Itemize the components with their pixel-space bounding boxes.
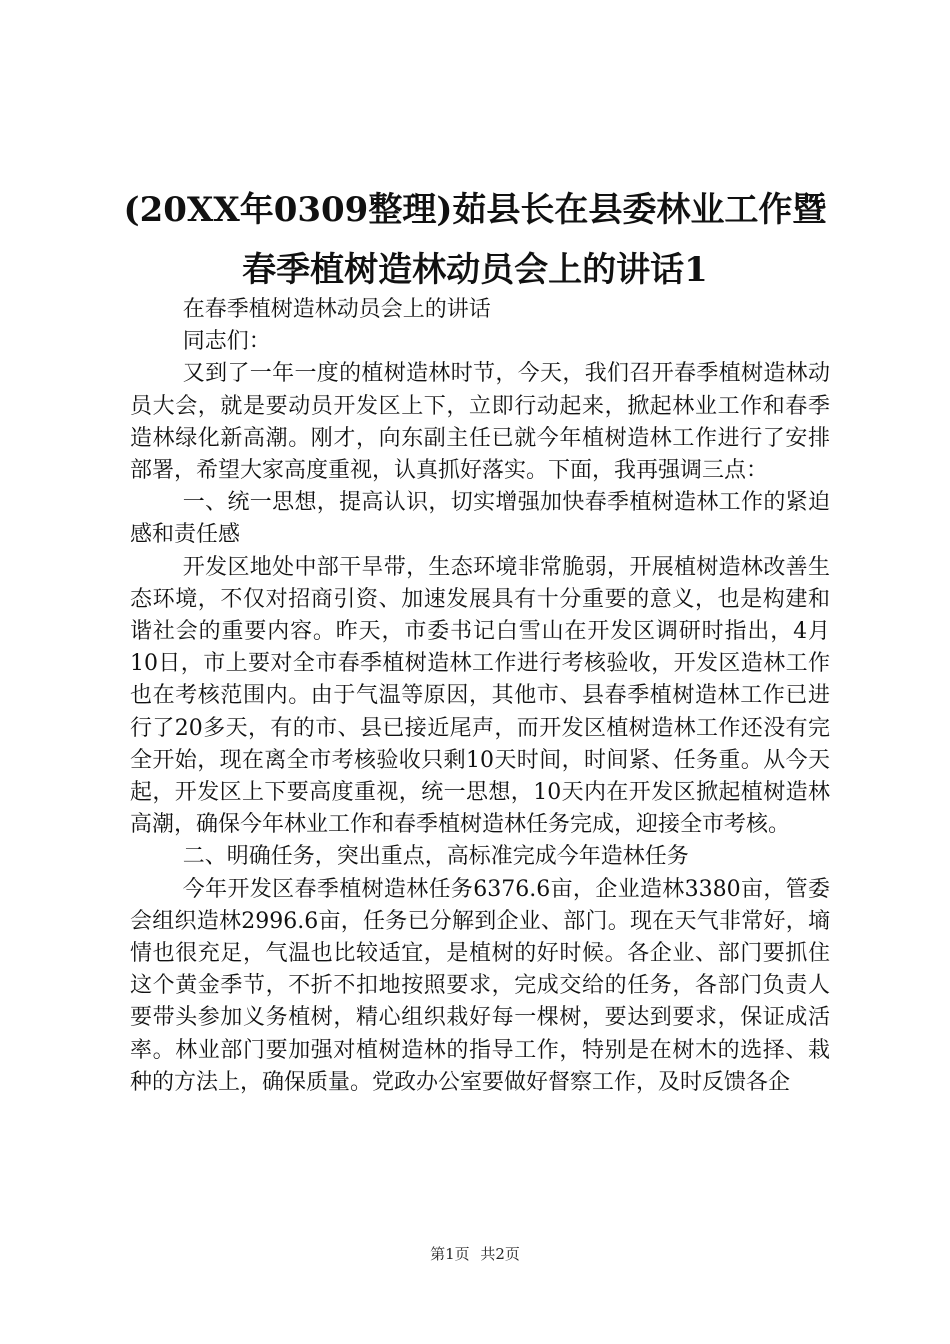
title-line-1: (20XX年0309整理)茹县长在县委林业工作暨 (123, 190, 827, 230)
page-footer (0, 1243, 950, 1264)
salutation-paragraph: 同志们： (182, 329, 271, 355)
document-body (130, 294, 830, 1099)
intro-paragraph: 又到了一年一度的植树造林时节，今天，我们召开春季植树造林动员大会，就是要动员开发区上下，立即行动起来，掀起林业工作和春季造林绿化新高潮。刚才，向东副主任已就今年植树造林工作进行了安排部署，希望大家高度重视，认真抓好落实。下面，我再强调三点： (130, 361, 830, 484)
body-paragraph: 开发区地处中部干旱带，生态环境非常脆弱，开展植树造林改善生态环境，不仅对招商引资、加速发展具有十分重要的意义，也是构建和谐社会的重要内容。昨天，市委书记白雪山在开发区调研时指出，4月10日，市上要对全市春季植树造林工作进行考核验收，开发区造林工作也在考核范围内。由于气温等原因，其他市、县春季植树造林工作已进行了20多天，有的市、县已接近尾声，而开发区植树造林工作还没有完全开始，现在离全市考核验收只剩10天时间，时间紧、任务重。从今天起，开发区上下要高度重视，统一思想，10天内在开发区掀起植树造林高潮，确保今年林业工作和春季植树造林任务完成，迎接全市考核。 (130, 554, 830, 838)
subtitle-paragraph: 在春季植树造林动员会上的讲话 (182, 297, 491, 322)
document-title (110, 180, 840, 300)
page-total: 共2页 (480, 1245, 520, 1263)
page-number: 第1页 (430, 1245, 470, 1263)
body-paragraph: 今年开发区春季植树造林任务6376.6亩，企业造林3380亩，管委会组织造林2996.6亩，任务已分解到企业、部门。现在天气非常好，墒情也很充足，气温也比较适宜，是植树的好时候。各企业、部门要抓住这个黄金季节，不折不扣地按照要求，完成交给的任务，各部门负责人要带头参加义务植树，精心组织栽好每一棵树，要达到要求，保证成活率。林业部门要加强对植树造林的指导工作，特别是在树木的选择、栽种的方法上，确保质量。党政办公室要做好督察工作，及时反馈各企 (130, 876, 830, 1095)
section-heading-1: 一、统一思想，提高认识，切实增强加快春季植树造林工作的紧迫感和责任感 (130, 490, 830, 548)
section-heading-2: 二、明确任务，突出重点，高标准完成今年造林任务 (182, 844, 689, 870)
title-line-2: 春季植树造林动员会上的讲话1 (242, 250, 708, 290)
